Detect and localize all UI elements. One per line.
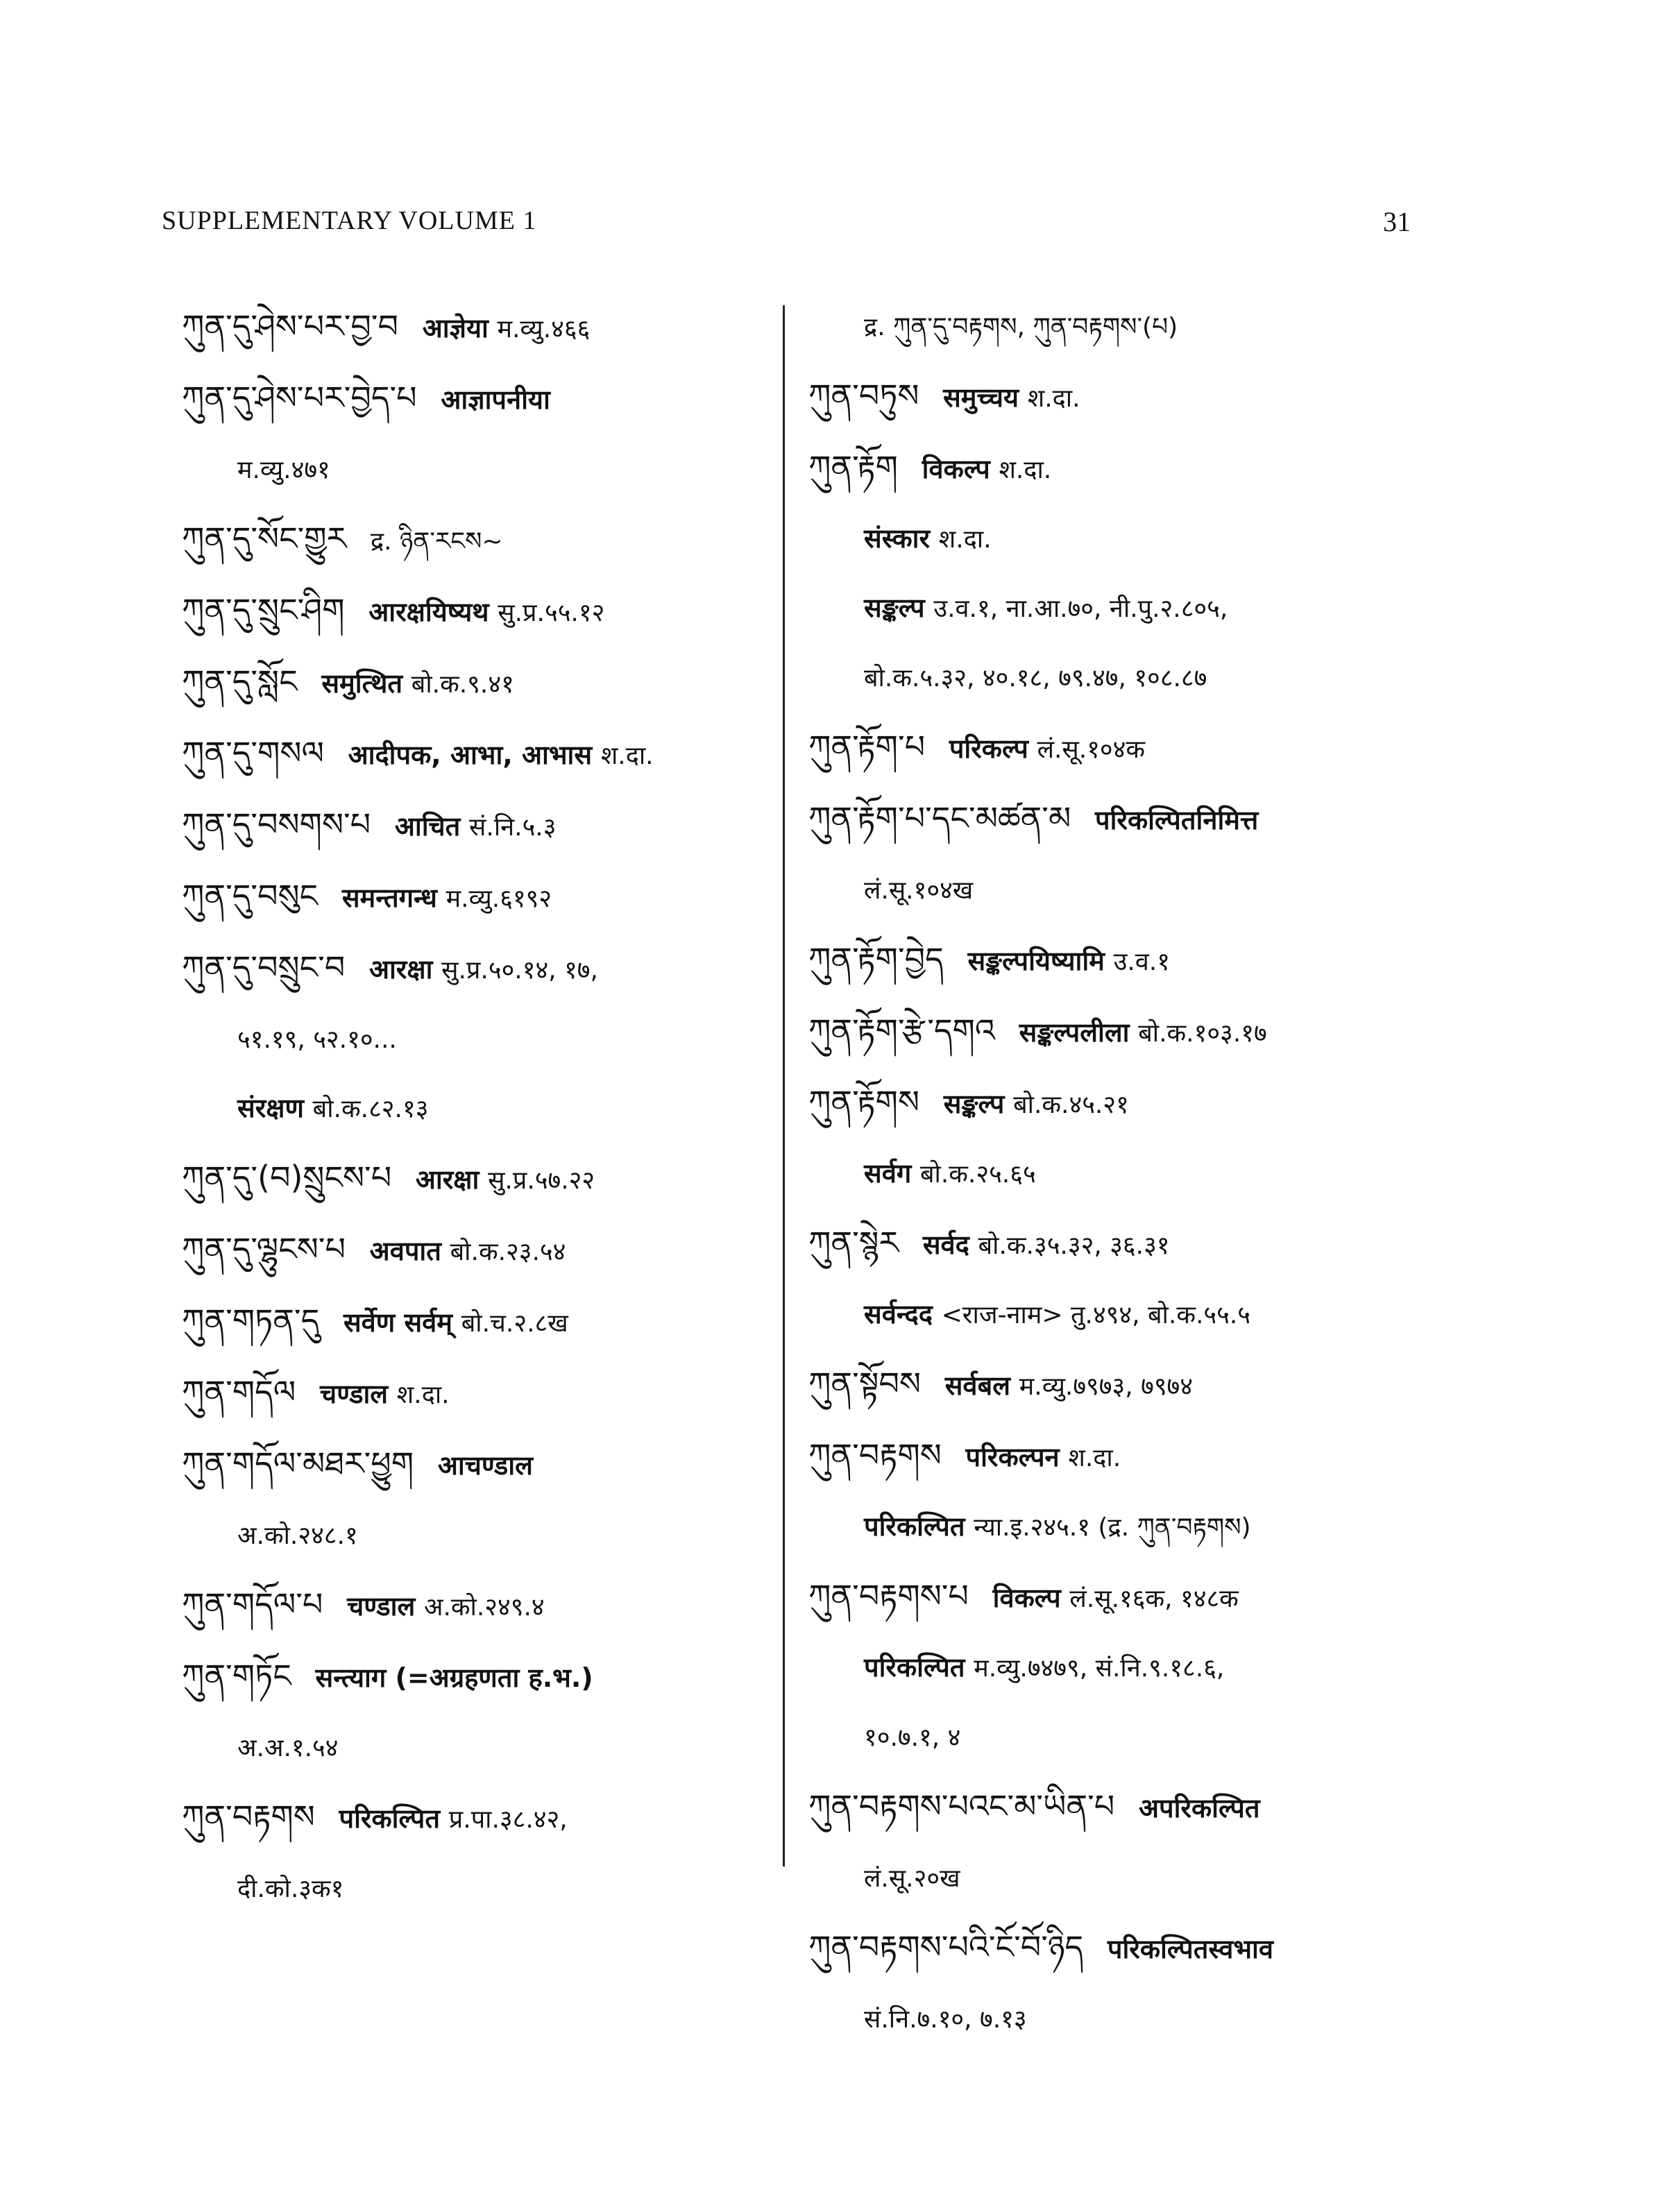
entry-line <box>808 378 1419 416</box>
sanskrit-equivalent: परिकल्पितस्वभाव <box>1107 1934 1274 1964</box>
continuation-line <box>182 1730 792 1766</box>
reference: बो.क.२५.६५ <box>919 1160 1036 1189</box>
reference: श.दा. <box>1027 384 1080 413</box>
right-column <box>808 309 1419 2070</box>
entry-line <box>808 942 1419 980</box>
reference: उ.व.१ <box>1113 948 1170 976</box>
tibetan-headword: ཀུན་བཏུས <box>808 377 919 414</box>
entry-line <box>182 1658 792 1696</box>
entry-line <box>808 450 1419 488</box>
reference: ५१.१९, ५२.१०... <box>237 1026 397 1054</box>
entry-line <box>808 801 1419 839</box>
entry-line <box>808 1084 1419 1123</box>
entry-line <box>182 1375 792 1413</box>
sanskrit-equivalent: परिकल्पितनिमित्त <box>1094 805 1259 835</box>
reference: सु.प्र.५५.१२ <box>498 599 605 627</box>
sanskrit-equivalent: विकल्प <box>922 454 990 484</box>
tibetan-headword: ཀུན་རྟོག་པ་དང་མཚན་མ <box>808 799 1071 837</box>
entry-line <box>182 1303 792 1341</box>
continuation-line <box>808 1719 1419 1755</box>
sanskrit-equivalent: विकल्प <box>992 1583 1061 1613</box>
entry-line <box>808 1438 1419 1476</box>
sanskrit-equivalent: आचित <box>394 811 461 842</box>
tibetan-headword: ཀུན་བརྟགས <box>182 1798 315 1835</box>
tibetan-headword: ཀུན་གདོལ <box>182 1373 296 1411</box>
reference: लं.सू.१६क, १४८क <box>1069 1585 1239 1613</box>
tibetan-headword: ཀུན་དུ་སློང <box>182 663 298 700</box>
tibetan-headword: ཀུན་བརྟགས་པའི་ངོ་བོ་ཉིད <box>808 1928 1084 1966</box>
sanskrit-equivalent: परिकल्पित <box>864 1652 965 1683</box>
entry-line <box>182 735 792 774</box>
reference: न्या.इ.२४५.१ (द्र. ཀུན་བརྟགས) <box>974 1513 1251 1542</box>
sanskrit-equivalent: संरक्षण <box>237 1093 304 1123</box>
continuation-line <box>808 1509 1419 1545</box>
entry-line <box>808 1225 1419 1264</box>
sanskrit-equivalent: सर्वबल <box>944 1370 1011 1401</box>
reference: सु.प्र.५०.१४, १७, <box>441 956 598 985</box>
reference: <राज-नाम> तु.४९४, बो.क.५५.५ <box>941 1301 1251 1329</box>
sanskrit-equivalent: परिकल्पन <box>965 1442 1060 1472</box>
sanskrit-equivalent: सर्वग <box>864 1158 912 1189</box>
reference: म.व्यु.६१९२ <box>446 885 552 913</box>
reference: लं.सू.१०४क <box>1037 735 1146 764</box>
reference: उ.व.१, ना.आ.७०, नी.पु.२.८०५, <box>933 595 1228 623</box>
tibetan-headword: ཀུན་རྟོག་པ <box>808 728 926 765</box>
continuation-line <box>182 1871 792 1907</box>
sanskrit-equivalent: चण्डाल <box>347 1591 416 1622</box>
continuation-line <box>182 1021 792 1057</box>
reference: सं.नि.५.३ <box>469 813 557 842</box>
tibetan-headword: ཀུན་གདོལ་མཐར་ཕྱུག <box>182 1445 414 1482</box>
sanskrit-equivalent: आरक्षयिष्यथ <box>368 597 489 627</box>
sanskrit-equivalent: सङ्कल्पलीला <box>1019 1017 1130 1048</box>
continuation-line <box>808 1297 1419 1333</box>
sanskrit-equivalent: सर्वन्दद <box>864 1299 933 1329</box>
reference: लं.सू.२०ख <box>864 1864 960 1893</box>
entry-line <box>182 1446 792 1484</box>
sanskrit-equivalent: आरक्षा <box>415 1164 480 1195</box>
tibetan-headword: ཀུན་སྙེར <box>808 1224 899 1261</box>
entry-line <box>182 1232 792 1270</box>
continuation-line <box>808 1860 1419 1896</box>
tibetan-headword: ཀུན་སྟོབས <box>808 1365 922 1402</box>
sanskrit-equivalent: सङ्कल्प <box>943 1089 1005 1119</box>
reference: बो.क.५.३२, ४०.१८, ७९.४७, १०८.८७ <box>864 664 1207 692</box>
entry-line <box>182 1160 792 1198</box>
entry-line <box>182 878 792 917</box>
entry-line <box>182 380 792 418</box>
continuation-line <box>808 309 1419 345</box>
sanskrit-equivalent: सर्वद <box>922 1230 969 1260</box>
entry-line <box>182 309 792 347</box>
sanskrit-equivalent: आदीपक, आभा, आभास <box>348 740 593 770</box>
continuation-line <box>808 2001 1419 2037</box>
tibetan-headword: ཀུན་དུ་བསྲུང་བ <box>182 948 346 986</box>
entry-line <box>182 1587 792 1625</box>
tibetan-headword: ཀུན་དུ་(བ)སྲུངས་པ <box>182 1159 392 1196</box>
left-column <box>182 309 792 1940</box>
continuation-line <box>808 660 1419 696</box>
sanskrit-equivalent: सङ्कल्प <box>864 593 925 623</box>
entry-line <box>808 1366 1419 1404</box>
reference: श.दा. <box>600 742 654 770</box>
tibetan-headword: ཀུན་དུ་ལྷུངས་པ <box>182 1230 346 1268</box>
reference: बो.क.८२.१३ <box>312 1095 429 1123</box>
continuation-line <box>182 452 792 488</box>
tibetan-headword: ཀུན་རྟོག <box>808 448 898 486</box>
reference: अ.को.२४९.४ <box>423 1593 545 1622</box>
entry-line <box>808 1930 1419 1968</box>
entry-line <box>182 521 792 559</box>
sanskrit-equivalent: आरक्षा <box>368 954 433 985</box>
reference: लं.सू.१०४ख <box>864 876 974 905</box>
reference: प्र.पा.३८.४२, <box>448 1805 568 1834</box>
running-head: SUPPLEMENTARY VOLUME 1 <box>162 206 537 235</box>
tibetan-headword: ཀུན་བརྟགས་པའང་མ་ཡིན་པ <box>808 1787 1115 1825</box>
reference: बो.क.३५.३२, ३६.३१ <box>978 1232 1170 1260</box>
tibetan-headword: ཀུན་དུ་གསལ <box>182 734 324 772</box>
reference: बो.क.४५.२१ <box>1013 1091 1129 1119</box>
continuation-line <box>182 1091 792 1127</box>
reference: बो.क.१०३.१७ <box>1138 1019 1267 1048</box>
tibetan-headword: ཀུན་དུ་སྲུང་ཤིག <box>182 591 345 629</box>
tibetan-headword: ཀུན་བརྟགས་པ <box>808 1577 969 1615</box>
tibetan-headword: ཀུན་རྟོགས <box>808 1083 919 1121</box>
entry-line <box>182 593 792 631</box>
tibetan-headword: ཀུན་དུ་ཤེས་པར་བྱ་བ <box>182 307 399 345</box>
sanskrit-equivalent: सन्त्याग (=अग्रहणता ह.भ.) <box>315 1662 593 1693</box>
sanskrit-equivalent: आज्ञेया <box>422 313 489 343</box>
sanskrit-equivalent: अवपात <box>369 1236 441 1266</box>
sanskrit-equivalent: परिकल्पित <box>864 1511 965 1542</box>
continuation-line <box>808 872 1419 908</box>
entry-line <box>808 729 1419 767</box>
sanskrit-equivalent: समन्तगन्ध <box>341 883 437 913</box>
sanskrit-equivalent: समुच्चय <box>943 382 1019 413</box>
continuation-line <box>808 1156 1419 1192</box>
tibetan-headword: ཀུན་གདོལ་པ <box>182 1585 323 1623</box>
tibetan-headword: ཀུན་གཏན་དུ <box>182 1302 320 1339</box>
reference: म.व्यु.४७१ <box>237 456 330 484</box>
cross-reference: द्र. ཀུན་དུ་བརྟགས, ཀུན་བརྟགས་(པ) <box>864 313 1178 341</box>
continuation-line <box>808 590 1419 627</box>
reference: १०.७.१, ४ <box>864 1724 961 1752</box>
sanskrit-equivalent: अपरिकल्पित <box>1138 1793 1260 1823</box>
reference: म.व्यु.७९७३, ७९७४ <box>1019 1372 1193 1401</box>
reference: दी.को.३क१ <box>237 1875 344 1903</box>
tibetan-headword: ཀུན་གཏོང <box>182 1657 291 1694</box>
reference: श.दा. <box>396 1381 450 1409</box>
sanskrit-equivalent: सङ्कल्पयिष्यामि <box>967 946 1105 976</box>
sanskrit-equivalent: समुत्थित <box>321 668 403 699</box>
reference: श.दा. <box>938 525 992 554</box>
reference: सं.नि.७.१०, ७.१३ <box>864 2005 1027 2034</box>
reference: म.व्यु.४६६ <box>497 315 591 343</box>
reference: बो.क.९.४१ <box>411 670 514 699</box>
sanskrit-equivalent: आज्ञापनीया <box>441 384 550 415</box>
reference: श.दा. <box>1068 1444 1121 1472</box>
sanskrit-equivalent: संस्कार <box>864 523 931 554</box>
page-header <box>162 205 1411 244</box>
sanskrit-equivalent: परिकल्प <box>949 733 1028 764</box>
continuation-line <box>808 1650 1419 1686</box>
reference: अ.अ.१.५४ <box>237 1734 339 1762</box>
entry-line <box>808 1789 1419 1827</box>
tibetan-headword: ཀུན་རྟོག་རྩེ་དགའ <box>808 1012 995 1049</box>
tibetan-headword: ཀུན་རྟོག་བྱེད <box>808 940 944 978</box>
reference: बो.च.२.८ख <box>461 1309 568 1338</box>
reference: श.दा. <box>999 456 1052 484</box>
entry-line <box>182 950 792 988</box>
tibetan-headword: ཀུན་དུ་སོང་གྱུར <box>182 520 347 557</box>
entry-line <box>182 1799 792 1837</box>
continuation-line <box>808 521 1419 557</box>
page-number: 31 <box>1383 206 1411 237</box>
reference: म.व्यु.७४७९, सं.नि.९.१८.६, <box>974 1654 1225 1683</box>
tibetan-headword: ཀུན་བརྟགས <box>808 1436 942 1474</box>
entry-line <box>808 1579 1419 1617</box>
sanskrit-equivalent: चण्डाल <box>319 1379 389 1409</box>
reference: सु.प्र.५७.२२ <box>488 1166 595 1195</box>
entry-line <box>182 807 792 845</box>
sanskrit-equivalent: आचण्डाल <box>437 1450 533 1481</box>
reference: बो.क.२३.५४ <box>450 1238 566 1266</box>
tibetan-headword: ཀུན་དུ་ཤེས་པར་བྱེད་པ <box>182 379 417 416</box>
tibetan-headword: ཀུན་དུ་བསུང <box>182 877 319 914</box>
entry-line <box>808 1013 1419 1051</box>
tibetan-headword: ཀུན་དུ་བསགས་པ <box>182 806 371 843</box>
reference: द्र. ཉིན་རངས~ <box>371 527 503 556</box>
sanskrit-equivalent: सर्वेण सर्वम् <box>343 1307 452 1338</box>
continuation-line <box>182 1517 792 1554</box>
sanskrit-equivalent: परिकल्पित <box>339 1803 441 1834</box>
entry-line <box>182 664 792 702</box>
reference: अ.को.२४८.१ <box>237 1522 358 1550</box>
